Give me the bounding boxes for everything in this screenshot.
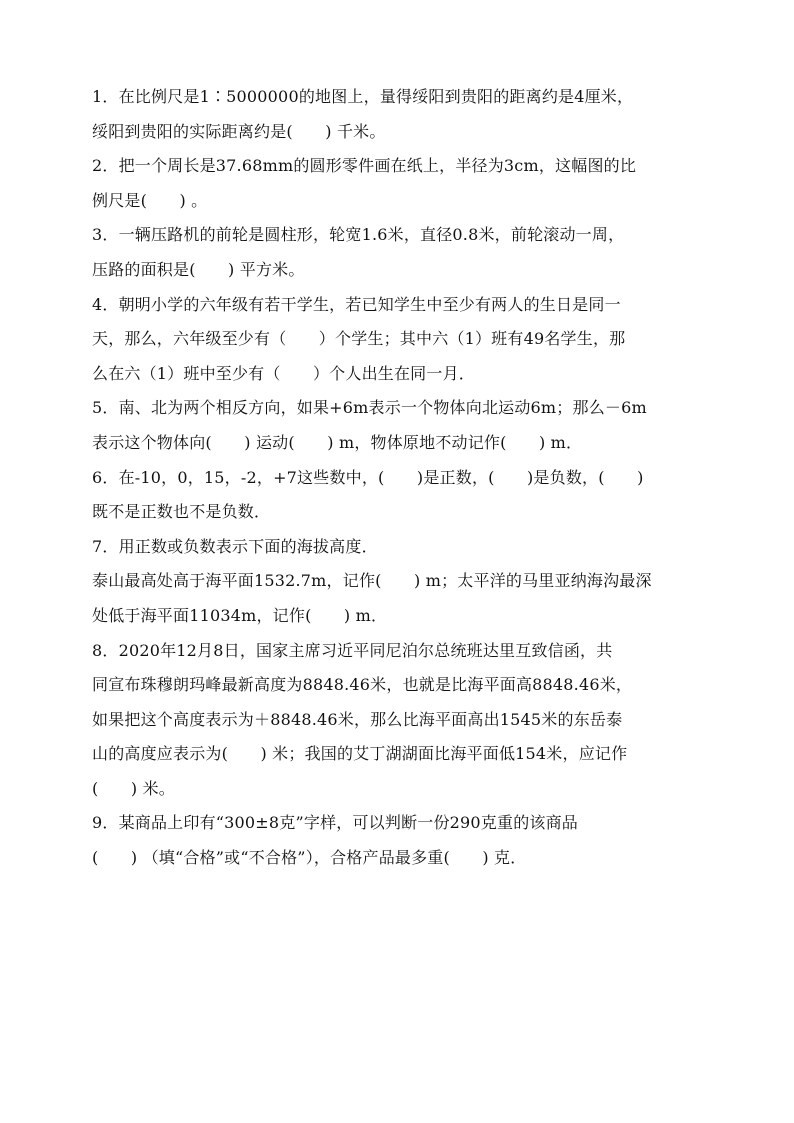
questions-block bbox=[92, 80, 712, 876]
q2-line-2: 例尺是( ) 。 bbox=[92, 190, 208, 210]
q9-line-2: ( ) （填“合格”或“不合格”），合格产品最多重( ) 克． bbox=[92, 848, 527, 868]
q7-line-3: 处低于海平面11034m，记作( ) m． bbox=[92, 605, 388, 625]
q4-line-3: 么在六（1）班中至少有（ ）个人出生在同一月． bbox=[92, 363, 475, 383]
q8-line-2: 同宣布珠穆朗玛峰最新高度为8848.46米，也就是比海平面高8848.46米， bbox=[92, 675, 633, 695]
q1-line-2: 绥阳到贵阳的实际距离约是( ) 千米。 bbox=[92, 121, 386, 141]
q6-line-1: 6．在-10，0，15，-2，+7这些数中，( )是正数，( )是负数，( ) bbox=[92, 467, 644, 487]
q5-line-1: 5．南、北为两个相反方向，如果+6m表示一个物体向北运动6m；那么－6m bbox=[92, 398, 647, 418]
q5-line-2: 表示这个物体向( ) 运动( ) m，物体原地不动记作( ) m． bbox=[92, 432, 583, 452]
q4-line-1: 4．朝明小学的六年级有若干学生，若已知学生中至少有两人的生日是同一 bbox=[92, 294, 621, 314]
q8-line-5: ( ) 米。 bbox=[92, 778, 175, 798]
q1-line-1: 1．在比例尺是1∶5000000的地图上，量得绥阳到贵阳的距离约是4厘米， bbox=[92, 87, 634, 106]
q7-line-2: 泰山最高处高于海平面1532.7m，记作( ) m；太平洋的马里亚纳海沟最深 bbox=[92, 571, 652, 591]
q3-line-2: 压路的面积是( ) 平方米。 bbox=[92, 259, 305, 279]
q6-line-2: 既不是正数也不是负数． bbox=[92, 502, 271, 522]
q3-line-1: 3．一辆压路机的前轮是圆柱形，轮宽1.6米，直径0.8米，前轮滚动一周， bbox=[92, 225, 625, 245]
q8-line-3: 如果把这个高度表示为＋8848.46米，那么比海平面高出1545米的东岳泰 bbox=[92, 709, 623, 729]
q4-line-2: 天，那么，六年级至少有（ ）个学生；其中六（1）班有49名学生，那 bbox=[92, 329, 626, 349]
q8-line-1: 8．2020年12月8日，国家主席习近平同尼泊尔总统班达里互致信函，共 bbox=[92, 640, 613, 660]
q8-line-4: 山的高度应表示为( ) 米；我国的艾丁湖湖面比海平面低154米，应记作 bbox=[92, 744, 628, 764]
q9-line-1: 9．某商品上印有“300±8克”字样，可以判断一份290克重的该商品 bbox=[92, 813, 579, 833]
q2-line-1: 2．把一个周长是37.68mm的圆形零件画在纸上，半径为3cm，这幅图的比 bbox=[92, 156, 637, 176]
q7-line-1: 7．用正数或负数表示下面的海拔高度． bbox=[92, 536, 378, 556]
